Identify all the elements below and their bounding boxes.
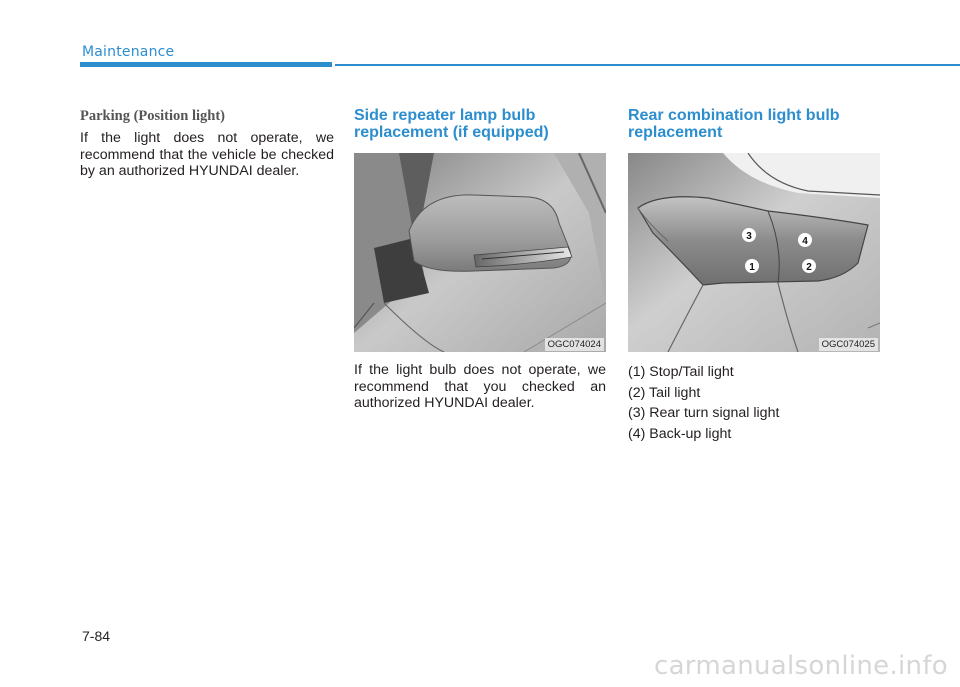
side-repeater-body: If the light bulb does not operate, we recommend that you checked an authorized HYUNDAI dealer. — [354, 362, 606, 411]
figure-code: OGC074024 — [545, 338, 604, 351]
header-rule-thick — [80, 62, 332, 67]
callout-4 — [798, 233, 812, 247]
side-repeater-heading: Side repeater lamp bulb replacement (if equipped) — [354, 107, 549, 141]
svg-text:4: 4 — [802, 236, 808, 247]
svg-text:1: 1 — [749, 262, 755, 273]
rear-combination-section — [628, 108, 882, 445]
side-mirror-illustration — [354, 153, 606, 352]
watermark: carmanualsonline.info — [653, 651, 948, 681]
list-item: (2) Tail light — [628, 384, 701, 401]
rear-combination-heading: Rear combination light bulb replacement — [628, 107, 840, 141]
rear-light-illustration — [628, 153, 880, 352]
list-item: (1) Stop/Tail light — [628, 364, 734, 380]
bulb-list — [628, 362, 882, 445]
page-number: 7-84 — [82, 628, 111, 644]
callout-1 — [745, 259, 759, 273]
header-rule-thin — [335, 64, 960, 66]
side-repeater-section — [354, 108, 606, 412]
parking-subheading: Parking (Position light) — [80, 108, 226, 124]
callout-2 — [802, 259, 816, 273]
svg-text:2: 2 — [806, 262, 812, 273]
section-title: Maintenance — [82, 44, 175, 60]
parking-section — [80, 108, 334, 180]
rear-light-drawing — [628, 153, 880, 352]
list-item: (4) Back-up light — [628, 426, 732, 443]
svg-text:3: 3 — [746, 231, 752, 242]
list-item: (3) Rear turn signal light — [628, 405, 780, 422]
figure-code: OGC074025 — [819, 338, 878, 351]
side-mirror-drawing — [354, 153, 606, 352]
callout-3 — [742, 228, 756, 242]
parking-body: If the light does not operate, we recommend that the vehicle be checked by an authorized HYUNDAI dealer. — [80, 130, 334, 179]
